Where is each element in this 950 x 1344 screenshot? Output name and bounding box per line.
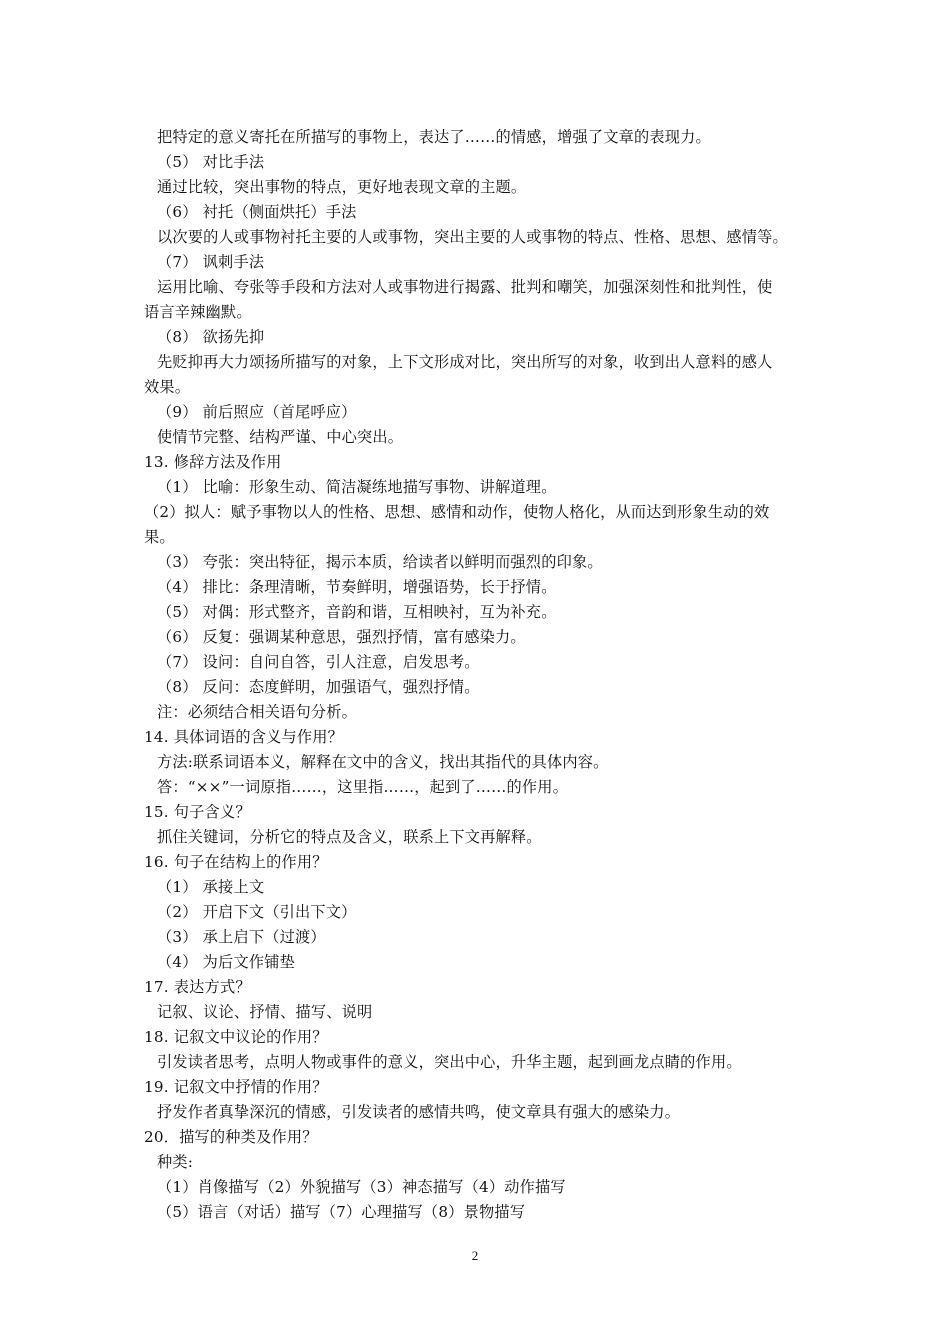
section-heading: 14. 具体词语的含义与作用？ (144, 728, 344, 746)
text-line: （2）拟人：赋予事物以人的性格、思想、感情和动作，使物人格化，从而达到形象生动的效 (144, 503, 770, 521)
text-line: 语言辛辣幽默。 (144, 303, 252, 321)
text-line: 注：必须结合相关语句分析。 (157, 703, 358, 721)
text-line: （1）肖像描写（2）外貌描写（3）神态描写（4）动作描写 (157, 1178, 566, 1196)
text-line: 先贬抑再大力颂扬所描写的对象，上下文形成对比，突出所写的对象，收到出人意料的感人 (157, 353, 773, 371)
page-number: 2 (471, 1248, 479, 1263)
text-line: （4） 为后文作铺垫 (157, 953, 295, 971)
text-line: 以次要的人或事物衬托主要的人或事物，突出主要的人或事物的特点、性格、思想、感情等。 (157, 228, 788, 246)
text-line: 抒发作者真挚深沉的情感，引发读者的感情共鸣，使文章具有强大的感染力。 (157, 1103, 681, 1121)
text-line: （7） 讽刺手法 (157, 253, 265, 271)
text-line: （8） 欲扬先抑 (157, 328, 265, 346)
text-line: 种类: (157, 1153, 194, 1171)
text-line: 使情节完整、结构严谨、中心突出。 (157, 428, 404, 446)
text-line: （1） 比喻：形象生动、简洁凝练地描写事物、讲解道理。 (157, 478, 557, 496)
section-heading: 20．描写的种类及作用？ (144, 1128, 318, 1146)
text-line: 答：“××”一词原指……，这里指……，起到了……的作用。 (157, 778, 569, 796)
section-heading: 17. 表达方式？ (144, 978, 251, 996)
text-line: （1） 承接上文 (157, 878, 265, 896)
text-line: （7） 设问：自问自答，引人注意，启发思考。 (157, 653, 480, 671)
section-heading: 13. 修辞方法及作用 (144, 453, 282, 471)
section-heading: 18. 记叙文中议论的作用？ (144, 1028, 328, 1046)
text-line: （5） 对比手法 (157, 153, 265, 171)
text-line: 抓住关键词，分析它的特点及含义，联系上下文再解释。 (157, 828, 542, 846)
section-heading: 16. 句子在结构上的作用？ (144, 853, 328, 871)
text-line: （8） 反问：态度鲜明，加强语气，强烈抒情。 (157, 678, 480, 696)
text-line: （2） 开启下文（引出下文） (157, 903, 357, 921)
text-line: 运用比喻、夸张等手段和方法对人或事物进行揭露、批判和嘲笑，加强深刻性和批判性，使 (157, 278, 773, 296)
text-line: （6） 反复：强调某种意思，强烈抒情，富有感染力。 (157, 628, 526, 646)
text-line: （6） 衬托（侧面烘托）手法 (157, 203, 357, 221)
text-line: （5） 对偶：形式整齐，音韵和谐，互相映衬，互为补充。 (157, 603, 557, 621)
text-line: 效果。 (144, 378, 191, 396)
text-line: 通过比较，突出事物的特点，更好地表现文章的主题。 (157, 178, 527, 196)
text-line: （3） 承上启下（过渡） (157, 928, 326, 946)
text-line: 引发读者思考，点明人物或事件的意义，突出中心，升华主题，起到画龙点睛的作用。 (157, 1053, 742, 1071)
text-line: 方法:联系词语本义，解释在文中的含义，找出其指代的具体内容。 (157, 753, 609, 771)
text-line: 把特定的意义寄托在所描写的事物上，表达了……的情感，增强了文章的表现力。 (157, 128, 711, 146)
section-heading: 19. 记叙文中抒情的作用？ (144, 1078, 328, 1096)
text-line: （4） 排比：条理清晰，节奏鲜明，增强语势，长于抒情。 (157, 578, 557, 596)
text-line: 果。 (144, 528, 175, 546)
section-heading: 15. 句子含义？ (144, 803, 251, 821)
text-line: （3） 夸张：突出特征，揭示本质，给读者以鲜明而强烈的印象。 (157, 553, 603, 571)
text-line: （9） 前后照应（首尾呼应） (157, 403, 357, 421)
text-line: （5）语言（对话）描写（7）心理描写（8）景物描写 (157, 1203, 526, 1221)
text-line: 记叙、议论、抒情、描写、说明 (157, 1003, 373, 1021)
